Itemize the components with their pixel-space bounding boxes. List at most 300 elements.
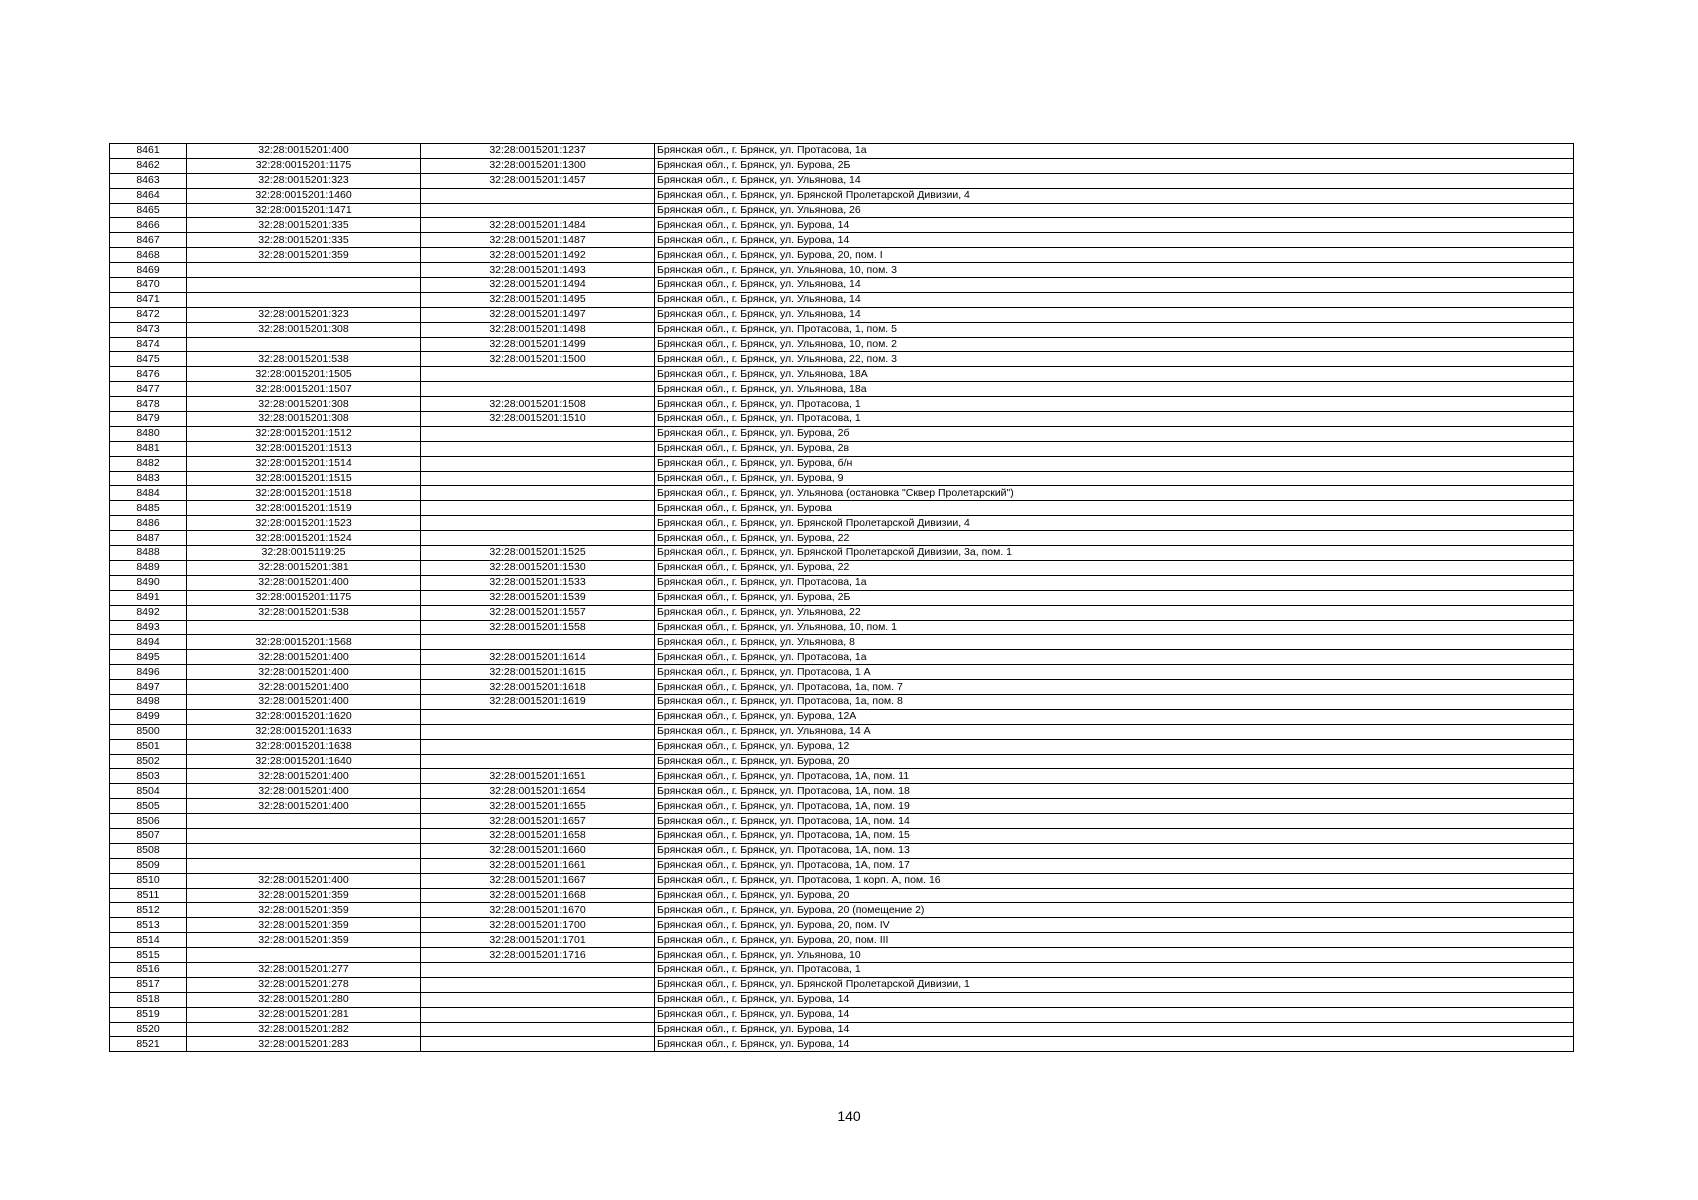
parcel-cadastral-number-cell: 32:28:0015201:400 bbox=[187, 799, 421, 814]
parcel-cadastral-number-cell: 32:28:0015201:400 bbox=[187, 575, 421, 590]
table-row bbox=[110, 1007, 1574, 1022]
table-row bbox=[110, 278, 1574, 293]
row-number-cell: 8473 bbox=[110, 322, 187, 337]
row-number-cell: 8464 bbox=[110, 188, 187, 203]
table-row bbox=[110, 501, 1574, 516]
object-cadastral-number-cell bbox=[421, 962, 655, 977]
table-row bbox=[110, 1037, 1574, 1052]
parcel-cadastral-number-cell: 32:28:0015201:283 bbox=[187, 1037, 421, 1052]
row-number-cell: 8477 bbox=[110, 382, 187, 397]
parcel-cadastral-number-cell bbox=[187, 278, 421, 293]
table-row bbox=[110, 441, 1574, 456]
parcel-cadastral-number-cell: 32:28:0015201:359 bbox=[187, 933, 421, 948]
table-row bbox=[110, 873, 1574, 888]
row-number-cell: 8485 bbox=[110, 501, 187, 516]
table-row bbox=[110, 173, 1574, 188]
address-cell: Брянская обл., г. Брянск, ул. Протасова, 1а, пом. 7 bbox=[655, 680, 1574, 695]
parcel-cadastral-number-cell: 32:28:0015201:400 bbox=[187, 769, 421, 784]
address-cell: Брянская обл., г. Брянск, ул. Протасова, 1А, пом. 11 bbox=[655, 769, 1574, 784]
table-row bbox=[110, 784, 1574, 799]
object-cadastral-number-cell bbox=[421, 382, 655, 397]
object-cadastral-number-cell: 32:28:0015201:1533 bbox=[421, 575, 655, 590]
row-number-cell: 8463 bbox=[110, 173, 187, 188]
object-cadastral-number-cell bbox=[421, 441, 655, 456]
table-row bbox=[110, 367, 1574, 382]
address-cell: Брянская обл., г. Брянск, ул. Протасова, 1А, пом. 18 bbox=[655, 784, 1574, 799]
object-cadastral-number-cell bbox=[421, 426, 655, 441]
table-row bbox=[110, 665, 1574, 680]
table-row bbox=[110, 962, 1574, 977]
table-row bbox=[110, 292, 1574, 307]
parcel-cadastral-number-cell: 32:28:0015201:323 bbox=[187, 307, 421, 322]
object-cadastral-number-cell: 32:28:0015201:1615 bbox=[421, 665, 655, 680]
table-row bbox=[110, 680, 1574, 695]
parcel-cadastral-number-cell: 32:28:0015201:277 bbox=[187, 962, 421, 977]
row-number-cell: 8506 bbox=[110, 814, 187, 829]
object-cadastral-number-cell: 32:28:0015201:1487 bbox=[421, 233, 655, 248]
row-number-cell: 8486 bbox=[110, 516, 187, 531]
object-cadastral-number-cell: 32:28:0015201:1701 bbox=[421, 933, 655, 948]
table-row bbox=[110, 248, 1574, 263]
row-number-cell: 8462 bbox=[110, 158, 187, 173]
object-cadastral-number-cell: 32:28:0015201:1499 bbox=[421, 337, 655, 352]
object-cadastral-number-cell bbox=[421, 203, 655, 218]
address-cell: Брянская обл., г. Брянск, ул. Бурова, 14 bbox=[655, 992, 1574, 1007]
address-cell: Брянская обл., г. Брянск, ул. Ульянова, 14 bbox=[655, 307, 1574, 322]
table-row bbox=[110, 486, 1574, 501]
object-cadastral-number-cell: 32:28:0015201:1300 bbox=[421, 158, 655, 173]
object-cadastral-number-cell bbox=[421, 456, 655, 471]
row-number-cell: 8461 bbox=[110, 144, 187, 159]
address-cell: Брянская обл., г. Брянск, ул. Бурова, 2в bbox=[655, 441, 1574, 456]
parcel-cadastral-number-cell: 32:28:0015201:1620 bbox=[187, 709, 421, 724]
address-cell: Брянская обл., г. Брянск, ул. Бурова, 22 bbox=[655, 560, 1574, 575]
table-row bbox=[110, 635, 1574, 650]
parcel-cadastral-number-cell: 32:28:0015201:1512 bbox=[187, 426, 421, 441]
table-row bbox=[110, 903, 1574, 918]
address-cell: Брянская обл., г. Брянск, ул. Ульянова, 14 bbox=[655, 292, 1574, 307]
object-cadastral-number-cell: 32:28:0015201:1618 bbox=[421, 680, 655, 695]
parcel-cadastral-number-cell bbox=[187, 843, 421, 858]
row-number-cell: 8475 bbox=[110, 352, 187, 367]
address-cell: Брянская обл., г. Брянск, ул. Бурова, 2Б bbox=[655, 590, 1574, 605]
object-cadastral-number-cell: 32:28:0015201:1494 bbox=[421, 278, 655, 293]
address-cell: Брянская обл., г. Брянск, ул. Бурова bbox=[655, 501, 1574, 516]
address-cell: Брянская обл., г. Брянск, ул. Бурова, 14 bbox=[655, 1037, 1574, 1052]
row-number-cell: 8518 bbox=[110, 992, 187, 1007]
row-number-cell: 8519 bbox=[110, 1007, 187, 1022]
row-number-cell: 8510 bbox=[110, 873, 187, 888]
address-cell: Брянская обл., г. Брянск, ул. Ульянова, 14 bbox=[655, 278, 1574, 293]
parcel-cadastral-number-cell: 32:28:0015201:308 bbox=[187, 412, 421, 427]
row-number-cell: 8472 bbox=[110, 307, 187, 322]
address-cell: Брянская обл., г. Брянск, ул. Протасова, 1 bbox=[655, 962, 1574, 977]
object-cadastral-number-cell: 32:28:0015201:1497 bbox=[421, 307, 655, 322]
parcel-cadastral-number-cell: 32:28:0015201:400 bbox=[187, 784, 421, 799]
row-number-cell: 8470 bbox=[110, 278, 187, 293]
address-cell: Брянская обл., г. Брянск, ул. Бурова, 12 bbox=[655, 739, 1574, 754]
table-row bbox=[110, 888, 1574, 903]
parcel-cadastral-number-cell: 32:28:0015201:400 bbox=[187, 694, 421, 709]
parcel-cadastral-number-cell: 32:28:0015201:281 bbox=[187, 1007, 421, 1022]
parcel-cadastral-number-cell bbox=[187, 828, 421, 843]
registry-table-body bbox=[110, 144, 1574, 1052]
table-row bbox=[110, 352, 1574, 367]
address-cell: Брянская обл., г. Брянск, ул. Брянской Пролетарской Дивизии, 1 bbox=[655, 977, 1574, 992]
parcel-cadastral-number-cell: 32:28:0015201:1519 bbox=[187, 501, 421, 516]
object-cadastral-number-cell bbox=[421, 1037, 655, 1052]
row-number-cell: 8479 bbox=[110, 412, 187, 427]
row-number-cell: 8512 bbox=[110, 903, 187, 918]
address-cell: Брянская обл., г. Брянск, ул. Бурова, 22 bbox=[655, 531, 1574, 546]
address-cell: Брянская обл., г. Брянск, ул. Брянской Пролетарской Дивизии, 4 bbox=[655, 516, 1574, 531]
row-number-cell: 8513 bbox=[110, 918, 187, 933]
parcel-cadastral-number-cell: 32:28:0015201:538 bbox=[187, 605, 421, 620]
parcel-cadastral-number-cell: 32:28:0015201:1507 bbox=[187, 382, 421, 397]
table-row bbox=[110, 575, 1574, 590]
address-cell: Брянская обл., г. Брянск, ул. Протасова, 1А, пом. 14 bbox=[655, 814, 1574, 829]
row-number-cell: 8482 bbox=[110, 456, 187, 471]
row-number-cell: 8509 bbox=[110, 858, 187, 873]
object-cadastral-number-cell: 32:28:0015201:1661 bbox=[421, 858, 655, 873]
address-cell: Брянская обл., г. Брянск, ул. Ульянова, 10, пом. 3 bbox=[655, 263, 1574, 278]
parcel-cadastral-number-cell: 32:28:0015201:1515 bbox=[187, 471, 421, 486]
object-cadastral-number-cell: 32:28:0015201:1484 bbox=[421, 218, 655, 233]
table-row bbox=[110, 739, 1574, 754]
table-row bbox=[110, 858, 1574, 873]
table-row bbox=[110, 933, 1574, 948]
object-cadastral-number-cell bbox=[421, 531, 655, 546]
row-number-cell: 8500 bbox=[110, 724, 187, 739]
parcel-cadastral-number-cell: 32:28:0015201:323 bbox=[187, 173, 421, 188]
address-cell: Брянская обл., г. Брянск, ул. Ульянова, 26 bbox=[655, 203, 1574, 218]
row-number-cell: 8498 bbox=[110, 694, 187, 709]
row-number-cell: 8515 bbox=[110, 948, 187, 963]
parcel-cadastral-number-cell: 32:28:0015119:25 bbox=[187, 546, 421, 561]
parcel-cadastral-number-cell: 32:28:0015201:1633 bbox=[187, 724, 421, 739]
address-cell: Брянская обл., г. Брянск, ул. Бурова, 12А bbox=[655, 709, 1574, 724]
table-row bbox=[110, 799, 1574, 814]
address-cell: Брянская обл., г. Брянск, ул. Бурова, 14 bbox=[655, 1007, 1574, 1022]
object-cadastral-number-cell: 32:28:0015201:1668 bbox=[421, 888, 655, 903]
address-cell: Брянская обл., г. Брянск, ул. Бурова, б/н bbox=[655, 456, 1574, 471]
table-row bbox=[110, 322, 1574, 337]
object-cadastral-number-cell: 32:28:0015201:1655 bbox=[421, 799, 655, 814]
parcel-cadastral-number-cell: 32:28:0015201:308 bbox=[187, 322, 421, 337]
table-row bbox=[110, 605, 1574, 620]
row-number-cell: 8502 bbox=[110, 754, 187, 769]
row-number-cell: 8516 bbox=[110, 962, 187, 977]
parcel-cadastral-number-cell bbox=[187, 948, 421, 963]
object-cadastral-number-cell: 32:28:0015201:1457 bbox=[421, 173, 655, 188]
parcel-cadastral-number-cell: 32:28:0015201:1638 bbox=[187, 739, 421, 754]
address-cell: Брянская обл., г. Брянск, ул. Ульянова, 22 bbox=[655, 605, 1574, 620]
address-cell: Брянская обл., г. Брянск, ул. Протасова, 1 bbox=[655, 412, 1574, 427]
address-cell: Брянская обл., г. Брянск, ул. Бурова, 20 bbox=[655, 754, 1574, 769]
object-cadastral-number-cell: 32:28:0015201:1508 bbox=[421, 397, 655, 412]
table-row bbox=[110, 918, 1574, 933]
row-number-cell: 8497 bbox=[110, 680, 187, 695]
address-cell: Брянская обл., г. Брянск, ул. Протасова, 1 А bbox=[655, 665, 1574, 680]
object-cadastral-number-cell: 32:28:0015201:1667 bbox=[421, 873, 655, 888]
table-row bbox=[110, 754, 1574, 769]
parcel-cadastral-number-cell: 32:28:0015201:280 bbox=[187, 992, 421, 1007]
table-row bbox=[110, 560, 1574, 575]
object-cadastral-number-cell: 32:28:0015201:1500 bbox=[421, 352, 655, 367]
table-row bbox=[110, 337, 1574, 352]
address-cell: Брянская обл., г. Брянск, ул. Протасова, 1А, пом. 15 bbox=[655, 828, 1574, 843]
table-row bbox=[110, 412, 1574, 427]
row-number-cell: 8465 bbox=[110, 203, 187, 218]
row-number-cell: 8488 bbox=[110, 546, 187, 561]
row-number-cell: 8481 bbox=[110, 441, 187, 456]
table-row bbox=[110, 724, 1574, 739]
table-row bbox=[110, 1022, 1574, 1037]
parcel-cadastral-number-cell: 32:28:0015201:308 bbox=[187, 397, 421, 412]
table-row bbox=[110, 620, 1574, 635]
parcel-cadastral-number-cell: 32:28:0015201:278 bbox=[187, 977, 421, 992]
table-row bbox=[110, 426, 1574, 441]
object-cadastral-number-cell: 32:28:0015201:1614 bbox=[421, 650, 655, 665]
address-cell: Брянская обл., г. Брянск, ул. Протасова, 1 bbox=[655, 397, 1574, 412]
table-row bbox=[110, 382, 1574, 397]
table-row bbox=[110, 650, 1574, 665]
object-cadastral-number-cell: 32:28:0015201:1530 bbox=[421, 560, 655, 575]
row-number-cell: 8521 bbox=[110, 1037, 187, 1052]
object-cadastral-number-cell: 32:28:0015201:1670 bbox=[421, 903, 655, 918]
row-number-cell: 8495 bbox=[110, 650, 187, 665]
parcel-cadastral-number-cell: 32:28:0015201:1175 bbox=[187, 158, 421, 173]
address-cell: Брянская обл., г. Брянск, ул. Бурова, 20, пом. IV bbox=[655, 918, 1574, 933]
parcel-cadastral-number-cell: 32:28:0015201:400 bbox=[187, 873, 421, 888]
address-cell: Брянская обл., г. Брянск, ул. Протасова, 1а bbox=[655, 144, 1574, 159]
address-cell: Брянская обл., г. Брянск, ул. Ульянова, 10 bbox=[655, 948, 1574, 963]
parcel-cadastral-number-cell: 32:28:0015201:538 bbox=[187, 352, 421, 367]
parcel-cadastral-number-cell bbox=[187, 263, 421, 278]
address-cell: Брянская обл., г. Брянск, ул. Ульянова, 18А bbox=[655, 367, 1574, 382]
row-number-cell: 8491 bbox=[110, 590, 187, 605]
row-number-cell: 8507 bbox=[110, 828, 187, 843]
object-cadastral-number-cell: 32:28:0015201:1237 bbox=[421, 144, 655, 159]
object-cadastral-number-cell: 32:28:0015201:1498 bbox=[421, 322, 655, 337]
parcel-cadastral-number-cell: 32:28:0015201:1568 bbox=[187, 635, 421, 650]
address-cell: Брянская обл., г. Брянск, ул. Протасова, 1А, пом. 17 bbox=[655, 858, 1574, 873]
address-cell: Брянская обл., г. Брянск, ул. Протасова, 1а, пом. 8 bbox=[655, 694, 1574, 709]
parcel-cadastral-number-cell: 32:28:0015201:359 bbox=[187, 248, 421, 263]
table-row bbox=[110, 977, 1574, 992]
table-row bbox=[110, 263, 1574, 278]
row-number-cell: 8505 bbox=[110, 799, 187, 814]
table-row bbox=[110, 709, 1574, 724]
table-row bbox=[110, 769, 1574, 784]
address-cell: Брянская обл., г. Брянск, ул. Протасова, 1, пом. 5 bbox=[655, 322, 1574, 337]
object-cadastral-number-cell bbox=[421, 709, 655, 724]
parcel-cadastral-number-cell bbox=[187, 337, 421, 352]
address-cell: Брянская обл., г. Брянск, ул. Ульянова, 10, пом. 1 bbox=[655, 620, 1574, 635]
row-number-cell: 8490 bbox=[110, 575, 187, 590]
address-cell: Брянская обл., г. Брянск, ул. Брянской Пролетарской Дивизии, 3а, пом. 1 bbox=[655, 546, 1574, 561]
object-cadastral-number-cell: 32:28:0015201:1525 bbox=[421, 546, 655, 561]
address-cell: Брянская обл., г. Брянск, ул. Протасова, 1А, пом. 13 bbox=[655, 843, 1574, 858]
address-cell: Брянская обл., г. Брянск, ул. Бурова, 20, пом. I bbox=[655, 248, 1574, 263]
parcel-cadastral-number-cell: 32:28:0015201:1505 bbox=[187, 367, 421, 382]
parcel-cadastral-number-cell: 32:28:0015201:1524 bbox=[187, 531, 421, 546]
row-number-cell: 8468 bbox=[110, 248, 187, 263]
address-cell: Брянская обл., г. Брянск, ул. Ульянова, 10, пом. 2 bbox=[655, 337, 1574, 352]
parcel-cadastral-number-cell: 32:28:0015201:1513 bbox=[187, 441, 421, 456]
address-cell: Брянская обл., г. Брянск, ул. Ульянова, 14 bbox=[655, 173, 1574, 188]
table-row bbox=[110, 233, 1574, 248]
address-cell: Брянская обл., г. Брянск, ул. Брянской Пролетарской Дивизии, 4 bbox=[655, 188, 1574, 203]
row-number-cell: 8492 bbox=[110, 605, 187, 620]
row-number-cell: 8467 bbox=[110, 233, 187, 248]
object-cadastral-number-cell bbox=[421, 724, 655, 739]
table-row bbox=[110, 546, 1574, 561]
address-cell: Брянская обл., г. Брянск, ул. Бурова, 2Б bbox=[655, 158, 1574, 173]
parcel-cadastral-number-cell: 32:28:0015201:381 bbox=[187, 560, 421, 575]
object-cadastral-number-cell: 32:28:0015201:1657 bbox=[421, 814, 655, 829]
row-number-cell: 8493 bbox=[110, 620, 187, 635]
address-cell: Брянская обл., г. Брянск, ул. Бурова, 9 bbox=[655, 471, 1574, 486]
object-cadastral-number-cell: 32:28:0015201:1492 bbox=[421, 248, 655, 263]
parcel-cadastral-number-cell: 32:28:0015201:335 bbox=[187, 218, 421, 233]
object-cadastral-number-cell bbox=[421, 471, 655, 486]
row-number-cell: 8501 bbox=[110, 739, 187, 754]
row-number-cell: 8511 bbox=[110, 888, 187, 903]
table-row bbox=[110, 992, 1574, 1007]
registry-table bbox=[109, 143, 1574, 1052]
table-row bbox=[110, 188, 1574, 203]
row-number-cell: 8466 bbox=[110, 218, 187, 233]
table-row bbox=[110, 828, 1574, 843]
object-cadastral-number-cell: 32:28:0015201:1654 bbox=[421, 784, 655, 799]
address-cell: Брянская обл., г. Брянск, ул. Бурова, 20, пом. III bbox=[655, 933, 1574, 948]
table-row bbox=[110, 843, 1574, 858]
table-row bbox=[110, 456, 1574, 471]
parcel-cadastral-number-cell: 32:28:0015201:400 bbox=[187, 680, 421, 695]
row-number-cell: 8480 bbox=[110, 426, 187, 441]
object-cadastral-number-cell: 32:28:0015201:1716 bbox=[421, 948, 655, 963]
parcel-cadastral-number-cell: 32:28:0015201:1514 bbox=[187, 456, 421, 471]
object-cadastral-number-cell: 32:28:0015201:1495 bbox=[421, 292, 655, 307]
table-row bbox=[110, 531, 1574, 546]
parcel-cadastral-number-cell bbox=[187, 292, 421, 307]
object-cadastral-number-cell bbox=[421, 754, 655, 769]
table-row bbox=[110, 203, 1574, 218]
row-number-cell: 8504 bbox=[110, 784, 187, 799]
object-cadastral-number-cell bbox=[421, 739, 655, 754]
parcel-cadastral-number-cell: 32:28:0015201:400 bbox=[187, 650, 421, 665]
parcel-cadastral-number-cell bbox=[187, 814, 421, 829]
row-number-cell: 8484 bbox=[110, 486, 187, 501]
parcel-cadastral-number-cell: 32:28:0015201:1640 bbox=[187, 754, 421, 769]
table-row bbox=[110, 218, 1574, 233]
row-number-cell: 8471 bbox=[110, 292, 187, 307]
row-number-cell: 8474 bbox=[110, 337, 187, 352]
address-cell: Брянская обл., г. Брянск, ул. Бурова, 14 bbox=[655, 218, 1574, 233]
table-row bbox=[110, 397, 1574, 412]
address-cell: Брянская обл., г. Брянск, ул. Ульянова, 14 А bbox=[655, 724, 1574, 739]
address-cell: Брянская обл., г. Брянск, ул. Бурова, 20 (помещение 2) bbox=[655, 903, 1574, 918]
row-number-cell: 8496 bbox=[110, 665, 187, 680]
row-number-cell: 8469 bbox=[110, 263, 187, 278]
row-number-cell: 8487 bbox=[110, 531, 187, 546]
address-cell: Брянская обл., г. Брянск, ул. Протасова, 1а bbox=[655, 575, 1574, 590]
table-row bbox=[110, 948, 1574, 963]
object-cadastral-number-cell: 32:28:0015201:1651 bbox=[421, 769, 655, 784]
table-row bbox=[110, 144, 1574, 159]
object-cadastral-number-cell: 32:28:0015201:1539 bbox=[421, 590, 655, 605]
object-cadastral-number-cell bbox=[421, 1022, 655, 1037]
row-number-cell: 8489 bbox=[110, 560, 187, 575]
object-cadastral-number-cell: 32:28:0015201:1493 bbox=[421, 263, 655, 278]
parcel-cadastral-number-cell: 32:28:0015201:335 bbox=[187, 233, 421, 248]
object-cadastral-number-cell bbox=[421, 188, 655, 203]
row-number-cell: 8520 bbox=[110, 1022, 187, 1037]
address-cell: Брянская обл., г. Брянск, ул. Ульянова (остановка "Сквер Пролетарский") bbox=[655, 486, 1574, 501]
object-cadastral-number-cell: 32:28:0015201:1619 bbox=[421, 694, 655, 709]
page-number: 140 bbox=[837, 1108, 861, 1124]
parcel-cadastral-number-cell: 32:28:0015201:1460 bbox=[187, 188, 421, 203]
row-number-cell: 8503 bbox=[110, 769, 187, 784]
table-row bbox=[110, 471, 1574, 486]
object-cadastral-number-cell: 32:28:0015201:1700 bbox=[421, 918, 655, 933]
parcel-cadastral-number-cell: 32:28:0015201:359 bbox=[187, 918, 421, 933]
parcel-cadastral-number-cell bbox=[187, 620, 421, 635]
parcel-cadastral-number-cell: 32:28:0015201:1523 bbox=[187, 516, 421, 531]
row-number-cell: 8478 bbox=[110, 397, 187, 412]
address-cell: Брянская обл., г. Брянск, ул. Бурова, 14 bbox=[655, 1022, 1574, 1037]
address-cell: Брянская обл., г. Брянск, ул. Бурова, 2б bbox=[655, 426, 1574, 441]
object-cadastral-number-cell: 32:28:0015201:1658 bbox=[421, 828, 655, 843]
object-cadastral-number-cell: 32:28:0015201:1558 bbox=[421, 620, 655, 635]
row-number-cell: 8483 bbox=[110, 471, 187, 486]
parcel-cadastral-number-cell: 32:28:0015201:282 bbox=[187, 1022, 421, 1037]
row-number-cell: 8476 bbox=[110, 367, 187, 382]
object-cadastral-number-cell bbox=[421, 992, 655, 1007]
row-number-cell: 8514 bbox=[110, 933, 187, 948]
parcel-cadastral-number-cell: 32:28:0015201:400 bbox=[187, 144, 421, 159]
object-cadastral-number-cell bbox=[421, 516, 655, 531]
parcel-cadastral-number-cell: 32:28:0015201:1175 bbox=[187, 590, 421, 605]
address-cell: Брянская обл., г. Брянск, ул. Ульянова, 22, пом. 3 bbox=[655, 352, 1574, 367]
row-number-cell: 8517 bbox=[110, 977, 187, 992]
table-row bbox=[110, 590, 1574, 605]
object-cadastral-number-cell bbox=[421, 367, 655, 382]
parcel-cadastral-number-cell: 32:28:0015201:359 bbox=[187, 903, 421, 918]
object-cadastral-number-cell bbox=[421, 977, 655, 992]
object-cadastral-number-cell bbox=[421, 635, 655, 650]
address-cell: Брянская обл., г. Брянск, ул. Протасова, 1 корп. А, пом. 16 bbox=[655, 873, 1574, 888]
address-cell: Брянская обл., г. Брянск, ул. Ульянова, 18а bbox=[655, 382, 1574, 397]
row-number-cell: 8494 bbox=[110, 635, 187, 650]
table-row bbox=[110, 814, 1574, 829]
object-cadastral-number-cell bbox=[421, 501, 655, 516]
object-cadastral-number-cell bbox=[421, 1007, 655, 1022]
table-row bbox=[110, 307, 1574, 322]
parcel-cadastral-number-cell: 32:28:0015201:400 bbox=[187, 665, 421, 680]
address-cell: Брянская обл., г. Брянск, ул. Протасова, 1а bbox=[655, 650, 1574, 665]
object-cadastral-number-cell: 32:28:0015201:1660 bbox=[421, 843, 655, 858]
parcel-cadastral-number-cell bbox=[187, 858, 421, 873]
parcel-cadastral-number-cell: 32:28:0015201:1471 bbox=[187, 203, 421, 218]
object-cadastral-number-cell: 32:28:0015201:1557 bbox=[421, 605, 655, 620]
object-cadastral-number-cell: 32:28:0015201:1510 bbox=[421, 412, 655, 427]
table-row bbox=[110, 694, 1574, 709]
row-number-cell: 8508 bbox=[110, 843, 187, 858]
address-cell: Брянская обл., г. Брянск, ул. Бурова, 14 bbox=[655, 233, 1574, 248]
table-row bbox=[110, 516, 1574, 531]
